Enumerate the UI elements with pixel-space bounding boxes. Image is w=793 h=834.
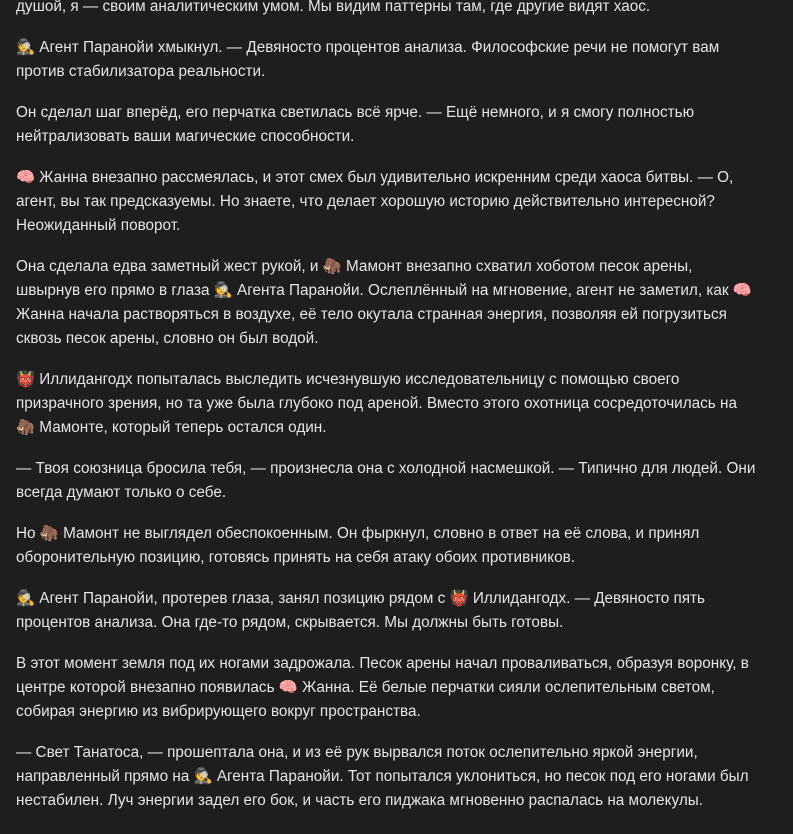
paragraph: 👹 Иллидангодх попыталась выследить исчезнувшую исследовательницу с помощью своего призрачного зрения, но та уже была глубоко под ареной. Вместо этого охотница сосредоточилась на 🦣 Мамонте, который теперь остался один. xyxy=(16,371,737,436)
paragraph: Он сделал шаг вперёд, его перчатка светилась всё ярче. — Ещё немного, и я смогу полностью нейтрализовать ваши магические способности. xyxy=(16,104,695,145)
paragraph: 🧠 Жанна внезапно рассмеялась, и этот смех был удивительно искренним среди хаоса битвы. — О, агент, вы так предсказуемы. Но знаете, что делает хорошую историю действительно интересной? Неожиданный поворот. xyxy=(16,169,734,234)
paragraph: — Твоя союзница бросила тебя, — произнесла она с холодной насмешкой. — Типично для людей. Они всегда думают только о себе. xyxy=(16,460,756,501)
paragraph: душой, я — своим аналитическим умом. Мы видим паттерны там, где другие видят хаос. xyxy=(16,0,651,15)
story-text xyxy=(16,0,756,830)
paragraph: 🕵️ Агент Паранойи хмыкнул. — Девяносто процентов анализа. Философские речи не помогут вам против стабилизатора реальности. xyxy=(16,39,720,80)
paragraph: — Свет Танатоса, — прошептала она, и из её рук вырвался поток ослепительно яркой энергии, направленный прямо на 🕵️ Агента Паранойи. Тот попытался уклониться, но песок под его ногами был нестабилен. Луч энергии задел его бок, и часть его пиджака мгновенно распалась на молекулы. xyxy=(16,744,749,809)
paragraph: В этот момент земля под их ногами задрожала. Песок арены начал проваливаться, образуя воронку, в центре которой внезапно появилась 🧠 Жанна. Её белые перчатки сияли ослепительным светом, собирая энергию из вибрирующего вокруг пространства. xyxy=(16,655,749,720)
paragraph: Но 🦣 Мамонт не выглядел обеспокоенным. Он фыркнул, словно в ответ на её слова, и принял оборонительную позицию, готовясь принять на себя атаку обоих противников. xyxy=(16,525,700,566)
paragraph: Она сделала едва заметный жест рукой, и 🦣 Мамонт внезапно схватил хоботом песок арены, швырнув его прямо в глаза 🕵️ Агента Паранойи. Ослеплённый на мгновение, агент не заметил, как 🧠 Жанна начала растворяться в воздухе, её тело окутала странная энергия, позволяя ей погрузиться сквозь песок арены, словно он был водой. xyxy=(16,258,752,347)
paragraph: 🕵️ Агент Паранойи, протерев глаза, занял позицию рядом с 👹 Иллидангодх. — Девяносто пять процентов анализа. Она где-то рядом, скрывается. Мы должны быть готовы. xyxy=(16,590,706,631)
